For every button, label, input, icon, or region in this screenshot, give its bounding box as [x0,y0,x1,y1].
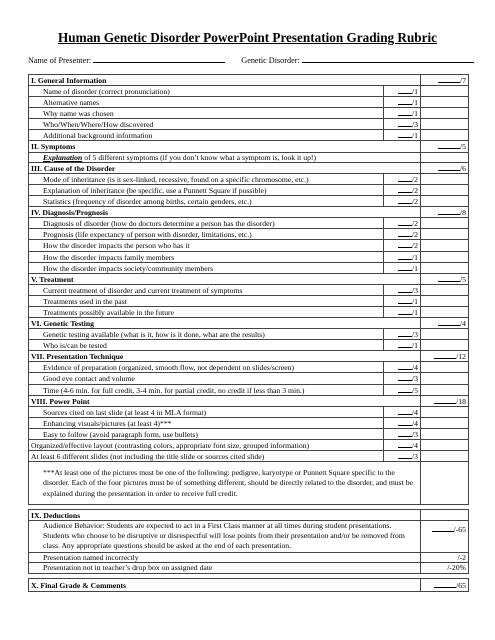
criterion-row [29,108,469,119]
section-title: V. Treatment [29,273,421,284]
section-row [29,141,469,152]
section-total: /4 [421,318,469,329]
criterion-row [29,251,469,262]
criterion-row [29,240,469,251]
criterion-text: Presentation named incorrectly [29,552,421,562]
criterion-text: Time (4-6 min. for full credit, 3-4 min. for partial credit, no credit if less than 3 min.) [29,384,384,395]
criterion-row [29,306,469,317]
criterion-row [29,406,469,417]
section-title: VIII. Power Point [29,395,421,406]
criterion-points: /2 [384,218,421,229]
section-title: II. Symptoms [29,141,421,152]
audience-behavior-text: Audience Behavior: Students are expected to act in a First Class manner at all times during student presentations. Students who choose to be disruptive or disrespectful will lose points from their presentation and/or be removed from class. Any appropriate questions should be asked at the end of each presentation. [29,520,421,552]
criterion-points: /3 [384,119,421,130]
presenter-name-field[interactable] [93,54,225,63]
criterion-points: /4 [384,439,421,450]
criterion-row [29,196,469,207]
section-row [29,162,469,173]
symptoms-rest: of 5 different symptoms (if you don’t know what a symptom is, look it up!) [82,152,317,162]
section-title: X. Final Grade & Comments [29,578,421,591]
presenter-label: Name of Presenter: [28,56,92,65]
criterion-row [29,439,469,450]
pictures-note: ***At least one of the pictures must be one of the following: pedigree, karyotype or Punnett Square specific to the disorder. Each of the four pictures must be of something different, should be directly related to the disorder, and must be explained during the presentation in order to receive full credit. [29,462,421,505]
criterion-points: /2 [384,174,421,185]
section-title: I. General Information [29,75,421,86]
criterion-text: Statistics (frequency of disorder among births, certain genders, etc.) [29,196,384,207]
criterion-row [29,384,469,395]
criterion-text: How the disorder impacts society/community members [29,262,384,273]
criterion-text: Current treatment of disorder and current treatment of symptoms [29,284,384,295]
criterion-row [29,552,469,562]
criterion-text: Additional background information [29,130,384,141]
section-row [29,273,469,284]
page-title: Human Genetic Disorder PowerPoint Presentation Grading Rubric [58,30,437,45]
criterion-row [29,262,469,273]
criterion-points: /3 [384,329,421,340]
criterion-text: Treatments used in the past [29,295,384,306]
criterion-row [29,340,469,351]
section-title: IV. Diagnosis/Prognosis [29,207,421,218]
criterion-text: Good eye contact and volume [29,373,384,384]
criterion-points: /2 [384,196,421,207]
criterion-text: Who/When/Where/How discovered [29,119,384,130]
criterion-points: /2 [384,185,421,196]
section-row [29,318,469,329]
criterion-text: Alternative names [29,97,384,108]
criterion-row [29,284,469,295]
criterion-row [29,97,469,108]
section-total: /12 [421,351,469,362]
criterion-points: /1 [384,295,421,306]
criterion-text: Organized/effective layout (contrasting colors, appropriate font size, grouped information) [29,439,384,450]
criterion-row [29,218,469,229]
criterion-text: Sources cited on last slide (at least 4 in MLA format) [29,406,384,417]
section-title: III. Cause of the Disorder [29,162,421,173]
genetic-disorder-field[interactable] [302,54,474,63]
section-title: IX. Deductions [29,510,421,520]
criterion-text: How the disorder impacts the person who has it [29,240,384,251]
criterion-points: /1 [384,262,421,273]
criterion-points: /4 [384,417,421,428]
criterion-row [29,362,469,373]
criterion-points: /3 [384,284,421,295]
criterion-points: /1 [384,108,421,119]
criterion-text: Diagnosis of disorder (how do doctors determine a person has the disorder) [29,218,384,229]
criterion-text: Mode of inheritance (is it sex-linked, recessive, found on a specific chromosome, etc.) [29,174,384,185]
criterion-text: Presentation not in teacher’s drop box on assigned date [29,563,421,573]
criterion-text: Treatments possibly available in the future [29,306,384,317]
section-row [29,207,469,218]
section-row [29,578,469,591]
criterion-points: /4 [384,362,421,373]
criterion-text: Evidence of preparation (organized, smooth flow, not dependent on slides/screen) [29,362,384,373]
criterion-row [29,130,469,141]
rubric-table [28,74,469,592]
symptoms-lead: Explanation [43,152,83,162]
criterion-points: /2 [384,229,421,240]
criterion-text: How the disorder impacts family members [29,251,384,262]
criterion-text: Enhancing visuals/pictures (at least 4)*** [29,417,384,428]
criterion-points: /1 [384,130,421,141]
disorder-label: Genetic Disorder: [241,56,300,65]
criterion-text: Who is/can be tested [29,340,384,351]
criterion-row [29,185,469,196]
criterion-text: Genetic testing available (what is it, how is it done, what are the results) [29,329,384,340]
criterion-text: Why name was chosen [29,108,384,119]
deduction-points: /-65 [421,520,469,552]
note-row [29,462,469,505]
section-total: /65 [421,578,469,591]
criterion-row [29,563,469,573]
criterion-row [29,229,469,240]
criterion-points: /1 [384,306,421,317]
section-total: /6 [421,162,469,173]
criterion-row [29,329,469,340]
section-row [29,395,469,406]
criterion-row [29,119,469,130]
section-total: /5 [421,141,469,152]
criterion-row [29,174,469,185]
criterion-row [29,520,469,552]
criterion-text [29,152,421,162]
section-title: VI. Genetic Testing [29,318,421,329]
criterion-text: Prognosis (life expectancy of person with disorder, limitations, etc.) [29,229,384,240]
criterion-row [29,295,469,306]
section-row [29,510,469,520]
section-total: /8 [421,207,469,218]
deduction-points: /-2 [421,552,469,562]
criterion-text: Easy to follow (avoid paragraph form, use bullets) [29,428,384,439]
criterion-points: /3 [384,428,421,439]
criterion-text: At least 6 different slides (not including the title slide or sources cited slide) [29,450,384,461]
criterion-row [29,417,469,428]
criterion-row [29,373,469,384]
criterion-points: /1 [384,340,421,351]
criterion-text: Explanation of inheritance (be specific, use a Punnett Square if possible) [29,185,384,196]
criterion-points: /4 [384,406,421,417]
criterion-row [29,152,469,162]
criterion-row [29,450,469,461]
section-total: /7 [421,75,469,86]
criterion-points: /1 [384,251,421,262]
section-title: VII. Presentation Technique [29,351,421,362]
criterion-text: Name of disorder (correct pronunciation) [29,86,384,97]
header-fields [28,54,474,65]
criterion-points: /1 [384,97,421,108]
criterion-row [29,428,469,439]
criterion-points: /2 [384,240,421,251]
section-total: /18 [421,395,469,406]
criterion-points: /1 [384,86,421,97]
section-row [29,75,469,86]
criterion-points: /5 [384,384,421,395]
criterion-points: /3 [384,373,421,384]
criterion-row [29,86,469,97]
criterion-points: /3 [384,450,421,461]
deduction-points: /-20% [421,563,469,573]
section-total: /5 [421,273,469,284]
section-row [29,351,469,362]
